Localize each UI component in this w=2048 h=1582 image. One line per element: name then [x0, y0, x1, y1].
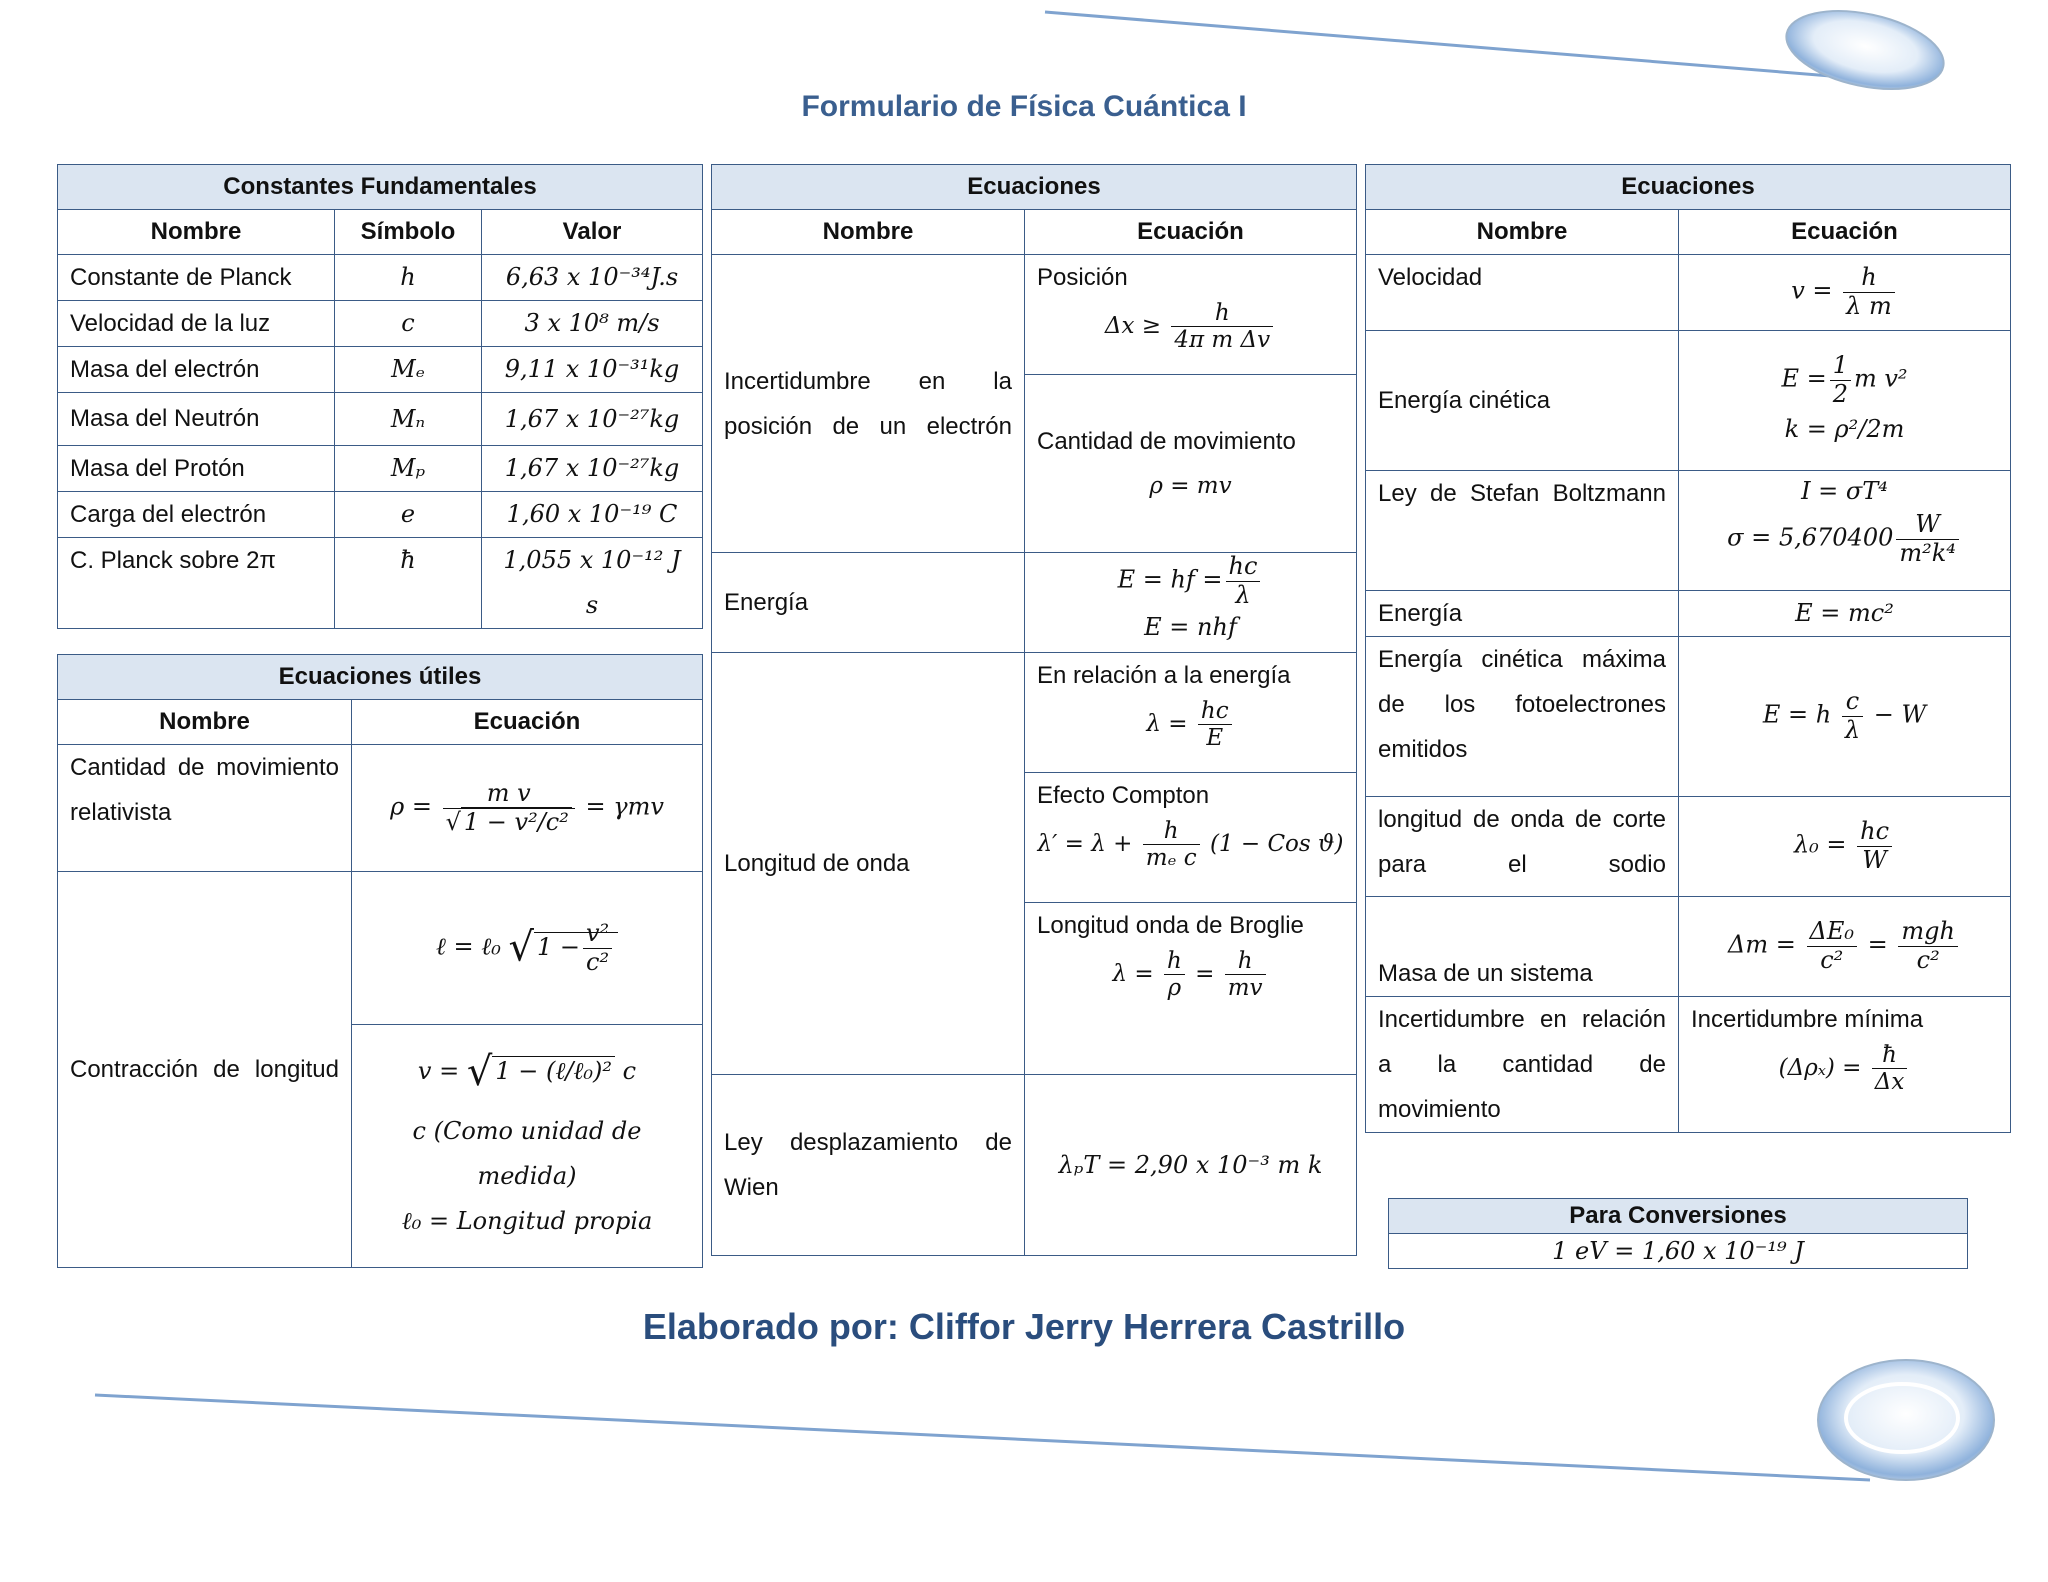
- table-row: [58, 301, 703, 347]
- uncertainty-momentum-equation: [1691, 1042, 1998, 1096]
- equation-text: λ =: [1112, 960, 1154, 987]
- numerator: mgh: [1898, 918, 1958, 947]
- numerator: ΔE₀: [1807, 918, 1857, 947]
- table-row: [58, 393, 703, 446]
- denominator: λ: [1844, 716, 1861, 744]
- equation-name: Cantidad de movimiento relativista: [58, 745, 352, 872]
- denominator: Δx: [1874, 1069, 1905, 1096]
- denominator: 2: [1832, 380, 1848, 408]
- system-mass-equation: [1679, 897, 2011, 997]
- equations-title: Ecuaciones: [712, 165, 1357, 210]
- equation-line: [364, 1049, 690, 1095]
- stefan-boltzmann-equation: [1679, 471, 2011, 591]
- broglie-cell: [1025, 903, 1357, 1075]
- relativistic-momentum-equation: [352, 745, 703, 872]
- table-row: [712, 553, 1357, 653]
- column-header: Ecuación: [1025, 210, 1357, 255]
- denominator: √ 1 − v²/c²: [443, 809, 575, 837]
- useful-equations-table: [57, 654, 703, 1268]
- table-row: [1366, 255, 2011, 331]
- table-row: [58, 538, 703, 629]
- position-cell: [1025, 255, 1357, 375]
- table-row: [1366, 797, 2011, 897]
- equation-text: Δx ≥: [1104, 312, 1162, 339]
- equation-label: En relación a la energía: [1037, 662, 1291, 689]
- table-row: [58, 446, 703, 492]
- fraction: [583, 920, 612, 976]
- energy-equation: [1025, 553, 1357, 653]
- radicand: 1 − (ℓ/ℓ₀)²: [492, 1056, 615, 1085]
- constant-symbol: h: [335, 255, 482, 301]
- equation-name: Energía: [1366, 591, 1679, 637]
- wavelength-energy-cell: [1025, 653, 1357, 773]
- numerator: v²: [583, 920, 612, 949]
- constant-value: 9,11 x 10⁻³¹kg: [482, 347, 703, 393]
- equation-name: Energía: [712, 553, 1025, 653]
- photoelectron-equation: [1679, 637, 2011, 797]
- equation-text: 1 −: [536, 932, 580, 961]
- constant-symbol: e: [335, 492, 482, 538]
- table-row: [712, 255, 1357, 375]
- equation-text: =: [1195, 960, 1215, 987]
- equation-text: E =: [1781, 365, 1827, 393]
- equations-table-right: [1365, 164, 2011, 1133]
- constant-symbol: Mₚ: [335, 446, 482, 492]
- uncertainty-momentum-cell: [1679, 997, 2011, 1133]
- author-credit: Elaborado por: Cliffor Jerry Herrera Castrillo: [642, 1306, 1406, 1347]
- denominator: m²k⁴: [1899, 538, 1956, 567]
- table-row: [1366, 897, 2011, 997]
- table-row: [58, 872, 703, 1025]
- numerator: h: [1143, 818, 1200, 845]
- constant-name: Masa del Protón: [58, 446, 335, 492]
- equation-text: =: [1867, 931, 1888, 959]
- equation-note: c (Como unidad de medida): [412, 1116, 642, 1190]
- cutoff-wavelength-equation: [1679, 797, 2011, 897]
- numerator: hc: [1857, 818, 1892, 847]
- equation-text: ρ =: [390, 792, 432, 821]
- numerator: hc: [1226, 553, 1261, 582]
- momentum-cell: [1025, 375, 1357, 553]
- equation-text: λ₀ =: [1793, 831, 1847, 859]
- fraction: [1225, 948, 1266, 1002]
- denominator: λ: [1235, 580, 1251, 609]
- equation-note: ℓ₀ = Longitud propia: [401, 1206, 653, 1235]
- column-header: Ecuación: [352, 700, 703, 745]
- equation-text: ℓ = ℓ₀: [435, 932, 501, 961]
- momentum-equation: ρ = mv: [1149, 472, 1232, 499]
- equation-text: Δm =: [1728, 931, 1796, 959]
- denominator: c²: [1820, 946, 1844, 974]
- fraction: [1896, 511, 1959, 567]
- column-header: Nombre: [712, 210, 1025, 255]
- equation-text: E = hf =: [1117, 565, 1223, 594]
- radicand: 1 − v²/c²: [461, 807, 572, 836]
- equation-label: Cantidad de movimiento: [1037, 427, 1296, 455]
- compton-equation: [1037, 818, 1344, 872]
- constant-name: Masa del electrón: [58, 347, 335, 393]
- table-row: [1366, 591, 2011, 637]
- fraction: [1198, 698, 1232, 752]
- constant-name: Masa del Neutrón: [58, 393, 335, 446]
- constant-value: 6,63 x 10⁻³⁴J.s: [482, 255, 703, 301]
- numerator: W: [1896, 511, 1959, 540]
- numerator: h: [1171, 300, 1273, 327]
- denominator: ρ: [1167, 975, 1182, 1002]
- fraction: [1898, 918, 1958, 974]
- constant-name: C. Planck sobre 2π: [58, 538, 335, 629]
- constants-table: [57, 164, 703, 629]
- equation-name: longitud de onda de corte para el sodio: [1366, 797, 1679, 897]
- equation-text: c: [622, 1056, 637, 1085]
- equation-line: [1691, 352, 1998, 408]
- table-row: [1366, 997, 2011, 1133]
- equation-text: (1 − Cos ϑ): [1209, 830, 1344, 857]
- column-header: Valor: [482, 210, 703, 255]
- wavelength-energy-equation: [1037, 698, 1344, 752]
- equation-text: v =: [417, 1056, 460, 1085]
- length-contraction-equation: [352, 872, 703, 1025]
- equation-line: E = nhf: [1144, 613, 1237, 642]
- fraction: [443, 780, 575, 836]
- equation-text: E = h: [1762, 701, 1832, 729]
- equation-text: m v²: [1853, 365, 1908, 393]
- equation-text: (Δρₓ) =: [1778, 1054, 1862, 1081]
- numerator: m v: [443, 780, 575, 809]
- fraction: [1807, 918, 1857, 974]
- constant-name: Velocidad de la luz: [58, 301, 335, 347]
- denominator: E: [1206, 725, 1224, 752]
- conversion-equation: 1 eV = 1,60 x 10⁻¹⁹ J: [1389, 1234, 1968, 1269]
- constants-title: Constantes Fundamentales: [58, 165, 703, 210]
- constant-name: Constante de Planck: [58, 255, 335, 301]
- equation-text: λ =: [1146, 710, 1188, 737]
- denominator: 4π m Δv: [1174, 327, 1271, 354]
- table-row: [1366, 637, 2011, 797]
- column-header: Símbolo: [335, 210, 482, 255]
- constant-value: 1,60 x 10⁻¹⁹ C: [482, 492, 703, 538]
- fraction: [1857, 818, 1892, 874]
- denominator: mv: [1227, 975, 1263, 1002]
- equation-name: Ley de Stefan Boltzmann: [1366, 471, 1679, 591]
- column-header: Nombre: [58, 700, 352, 745]
- column-header: Nombre: [1366, 210, 1679, 255]
- fraction: [1143, 818, 1200, 872]
- equation-text: v =: [1791, 277, 1833, 305]
- table-row: [58, 492, 703, 538]
- constant-value: 1,055 x 10⁻¹² J s: [482, 538, 703, 629]
- fraction: [1164, 948, 1185, 1002]
- constant-name: Carga del electrón: [58, 492, 335, 538]
- mass-energy-equation: E = mc²: [1679, 591, 2011, 637]
- table-row: [1366, 471, 2011, 591]
- fraction: [1843, 264, 1895, 320]
- conversions-table: [1388, 1198, 1968, 1269]
- compton-cell: [1025, 773, 1357, 903]
- constant-symbol: ħ: [335, 538, 482, 629]
- fraction: [1842, 688, 1863, 744]
- sqrt-sign: √: [508, 924, 534, 971]
- equation-line: [1691, 511, 1998, 567]
- numerator: hc: [1198, 698, 1232, 725]
- denominator: c²: [586, 947, 610, 976]
- table-row: [1366, 331, 2011, 471]
- constant-value: 3 x 10⁸ m/s: [482, 301, 703, 347]
- equation-text: λ′ = λ +: [1037, 830, 1133, 857]
- equation-name: Masa de un sistema: [1366, 897, 1679, 997]
- equation-label: Longitud onda de Broglie: [1037, 912, 1304, 939]
- equation-label: Posición: [1037, 264, 1128, 291]
- equations-table-middle: [711, 164, 1357, 1256]
- column-header: Ecuación: [1679, 210, 2011, 255]
- numerator: h: [1225, 948, 1266, 975]
- table-row: [712, 1075, 1357, 1256]
- equation-name: Contracción de longitud: [58, 872, 352, 1268]
- position-equation: [1037, 300, 1344, 354]
- numerator: c: [1842, 688, 1863, 717]
- useful-equations-title: Ecuaciones útiles: [58, 655, 703, 700]
- denominator: λ m: [1846, 292, 1892, 320]
- denominator: W: [1862, 846, 1887, 874]
- numerator: ħ: [1872, 1042, 1908, 1069]
- denominator: c²: [1916, 946, 1940, 974]
- radicand: [534, 918, 618, 976]
- table-row: [58, 745, 703, 872]
- fraction: [1872, 1042, 1908, 1096]
- equation-text: − W: [1873, 701, 1927, 729]
- numerator: h: [1843, 264, 1895, 293]
- equation-line: [1037, 553, 1344, 609]
- equation-name: Longitud de onda: [712, 653, 1025, 1075]
- numerator: 1: [1830, 352, 1851, 381]
- sqrt-sign: √: [466, 1048, 493, 1095]
- fraction: [1171, 300, 1273, 354]
- equation-text: = γmv: [585, 792, 664, 821]
- numerator: h: [1164, 948, 1185, 975]
- kinetic-energy-equation: [1679, 331, 2011, 471]
- equation-label: Efecto Compton: [1037, 782, 1210, 809]
- equation-text: σ = 5,670400: [1727, 523, 1894, 552]
- velocity-equation: [1679, 255, 2011, 331]
- denominator: mₑ c: [1145, 845, 1197, 872]
- equation-line: k = ρ²/2m: [1784, 414, 1905, 443]
- fraction: [1226, 553, 1261, 609]
- constant-symbol: Mₑ: [335, 347, 482, 393]
- equation-name: Velocidad: [1366, 255, 1679, 331]
- page-title: Formulario de Física Cuántica I: [801, 90, 1247, 123]
- constant-symbol: Mₙ: [335, 393, 482, 446]
- velocity-contraction-equation: [352, 1025, 703, 1268]
- table-row: [712, 653, 1357, 773]
- constant-value: 1,67 x 10⁻²⁷kg: [482, 393, 703, 446]
- constant-value: 1,67 x 10⁻²⁷kg: [482, 446, 703, 492]
- equation-name: Incertidumbre en la posición de un electrón: [712, 255, 1025, 553]
- table-row: [58, 255, 703, 301]
- equation-name: Energía cinética: [1366, 331, 1679, 471]
- wien-equation: λₚT = 2,90 x 10⁻³ m k: [1025, 1075, 1357, 1256]
- equation-label: Incertidumbre mínima: [1691, 1006, 1924, 1033]
- broglie-equation: [1037, 948, 1344, 1002]
- fraction: [1830, 352, 1851, 408]
- conversions-title: Para Conversiones: [1389, 1199, 1968, 1234]
- constant-symbol: c: [335, 301, 482, 347]
- column-header: Nombre: [58, 210, 335, 255]
- equation-name: Energía cinética máxima de los fotoelectrones emitidos: [1366, 637, 1679, 797]
- equation-name: Ley desplazamiento de Wien: [712, 1075, 1025, 1256]
- equation-line: I = σT⁴: [1801, 477, 1888, 505]
- equation-name: Incertidumbre en relación a la cantidad de movimiento: [1366, 997, 1679, 1133]
- table-row: [58, 347, 703, 393]
- equations-title: Ecuaciones: [1366, 165, 2011, 210]
